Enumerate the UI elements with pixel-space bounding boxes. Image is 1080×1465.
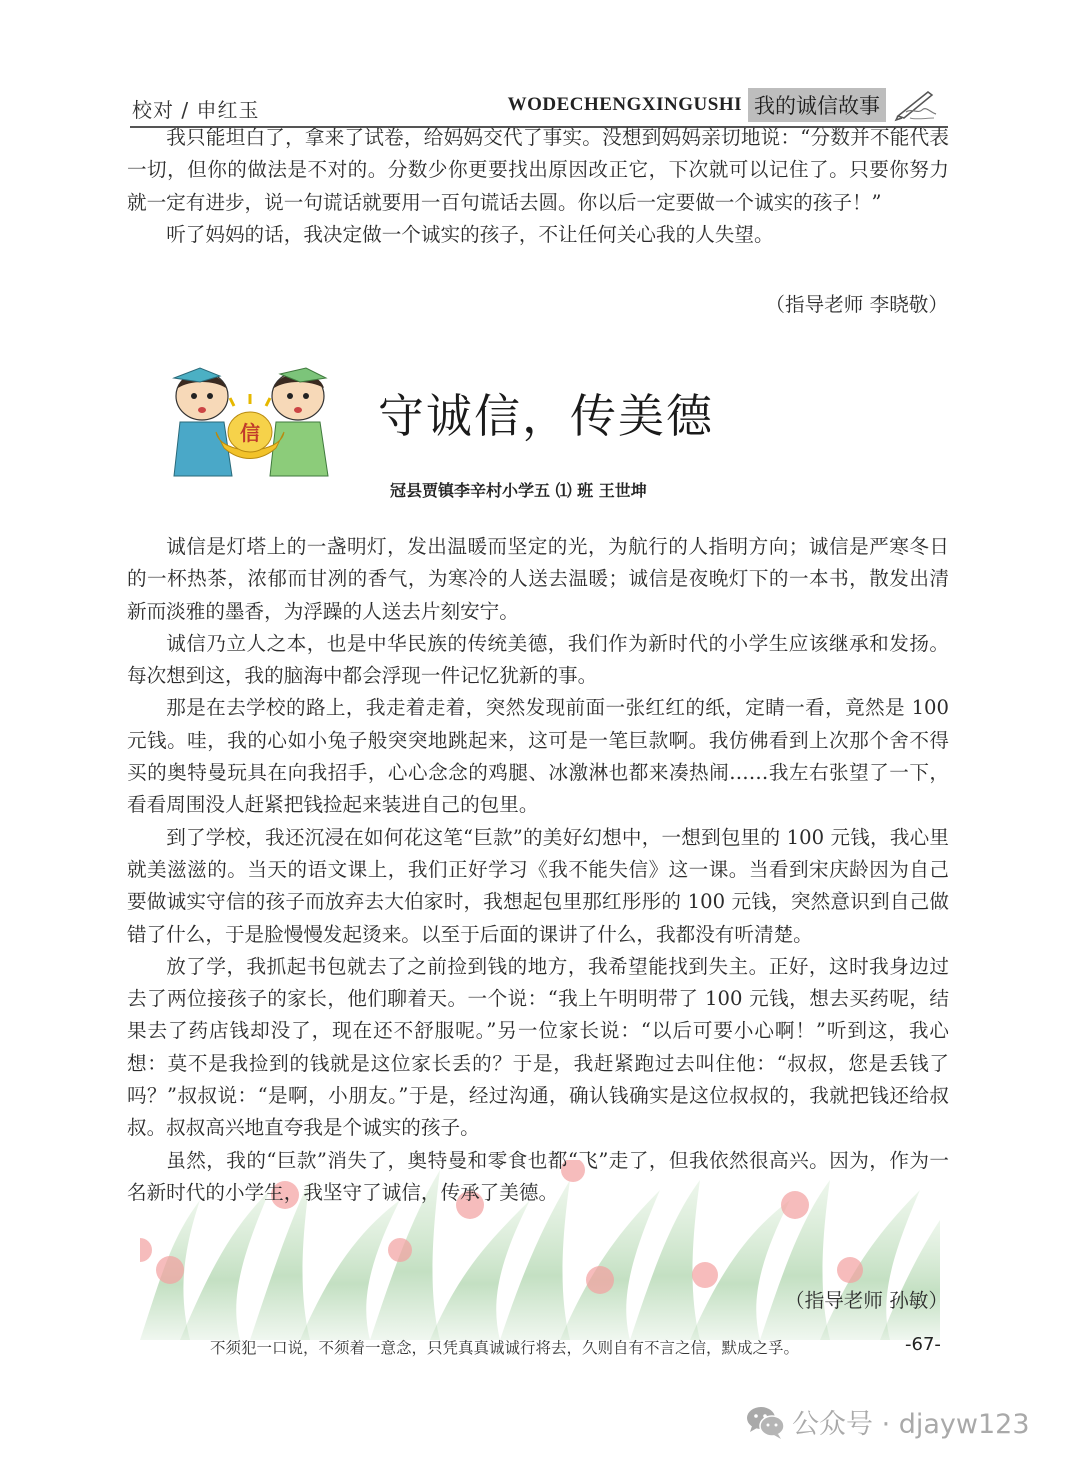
svg-text:信: 信 xyxy=(240,421,260,445)
column-title: 我的诚信故事 xyxy=(748,88,886,122)
footer-quote: 不须犯一口说，不须着一意念，只凭真真诚诚行将去，久则自有不言之信，默成之孚。 xyxy=(210,1339,800,1357)
article-teacher-credit: （指导老师 孙敏） xyxy=(785,1289,948,1312)
article-body xyxy=(127,531,949,1209)
paragraph: 诚信是灯塔上的一盏明灯，发出温暖而坚定的光，为航行的人指明方向；诚信是严寒冬日的一杯热茶，浓郁而甘冽的香气，为寒冷的人送去温暖；诚信是夜晚灯下的一本书，散发出清新而淡雅的墨香，为浮躁的人送去片刻安宁。 xyxy=(127,535,949,623)
watermark-text: 公众号 · djayw123 xyxy=(792,1409,1030,1440)
page-header xyxy=(130,86,950,126)
page-number: -67- xyxy=(905,1334,941,1355)
proofreader-credit: 校对 / 申红玉 xyxy=(132,98,260,122)
article-byline: 冠县贾镇李辛村小学五 ⑴ 班 王世坤 xyxy=(390,481,647,500)
paragraph: 到了学校，我还沉浸在如何花这笔“巨款”的美好幻想中，一想到包里的 100 元钱，我心里就美滋滋的。当天的语文课上，我们正好学习《我不能失信》这一课。当看到宋庆龄因为自己要做诚实守信的孩子而放弃去大伯家时，我想起包里那红彤彤的 100 元钱，突然意识到自己做错了什么，于是脸慢慢发起烫来。以至于后面的课讲了什么，我都没有听清楚。 xyxy=(127,825,949,946)
paragraph: 放了学，我抓起书包就去了之前捡到钱的地方，我希望能找到失主。正好，这时我身边过去了两位接孩子的家长，他们聊着天。一个说：“我上午明明带了 100 元钱，想去买药呢，结果去了药店钱却没了，现在还不舒服呢。”另一位家长说：“以后可要小心啊！”听到这，我心想：莫不是我捡到的钱就是这位家长丢的？于是，我赶紧跑过去叫住他：“叔叔，您是丢钱了吗？”叔叔说：“是啊，小朋友。”于是，经过沟通，确认钱确实是这位叔叔的，我就把钱还给叔叔。叔叔高兴地直夸我是个诚实的孩子。 xyxy=(127,954,949,1140)
article-title: 守诚信，传美德 xyxy=(378,389,714,443)
paragraph: 我只能坦白了，拿来了试卷，给妈妈交代了事实。没想到妈妈亲切地说：“分数并不能代表一切，但你的做法是不对的。分数少你更要找出原因改正它，下次就可以记住了。只要你努力就一定有进步，说一句谎话就要用一百句谎话去圆。你以后一定要做一个诚实的孩子！” xyxy=(127,126,949,214)
paragraph: 诚信乃立人之本，也是中华民族的传统美德，我们作为新时代的小学生应该继承和发扬。每次想到这，我的脑海中都会浮现一件记忆犹新的事。 xyxy=(127,631,949,688)
pen-writing-icon xyxy=(892,88,938,122)
previous-story-text xyxy=(127,122,949,251)
watermark xyxy=(746,1402,1030,1441)
paragraph: 虽然，我的“巨款”消失了，奥特曼和零食也都“飞”走了，但我依然很高兴。因为，作为一名新时代的小学生，我坚守了诚信，传承了美德。 xyxy=(127,1148,949,1204)
previous-teacher-credit: （指导老师 李晓敬） xyxy=(765,293,948,316)
wechat-icon xyxy=(746,1404,786,1440)
column-pinyin: WODECHENGXINGUSHI xyxy=(507,94,742,115)
paragraph: 那是在去学校的路上，我走着走着，突然发现前面一张红红的纸，定睛一看，竟然是 100 元钱。哇，我的心如小兔子般突突地跳起来，这可是一笔巨款啊。我仿佛看到上次那个舍不得买的奥特曼玩具在向我招手，心心念念的鸡腿、冰激淋也都来凑热闹……我左右张望了一下，看看周围没人赶紧把钱捡起来装进自己的包里。 xyxy=(127,696,949,817)
two-children-gold-ingot-illustration xyxy=(160,366,340,482)
column-heading xyxy=(508,88,938,122)
paragraph: 听了妈妈的话，我决定做一个诚实的孩子，不让任何关心我的人失望。 xyxy=(166,222,774,246)
